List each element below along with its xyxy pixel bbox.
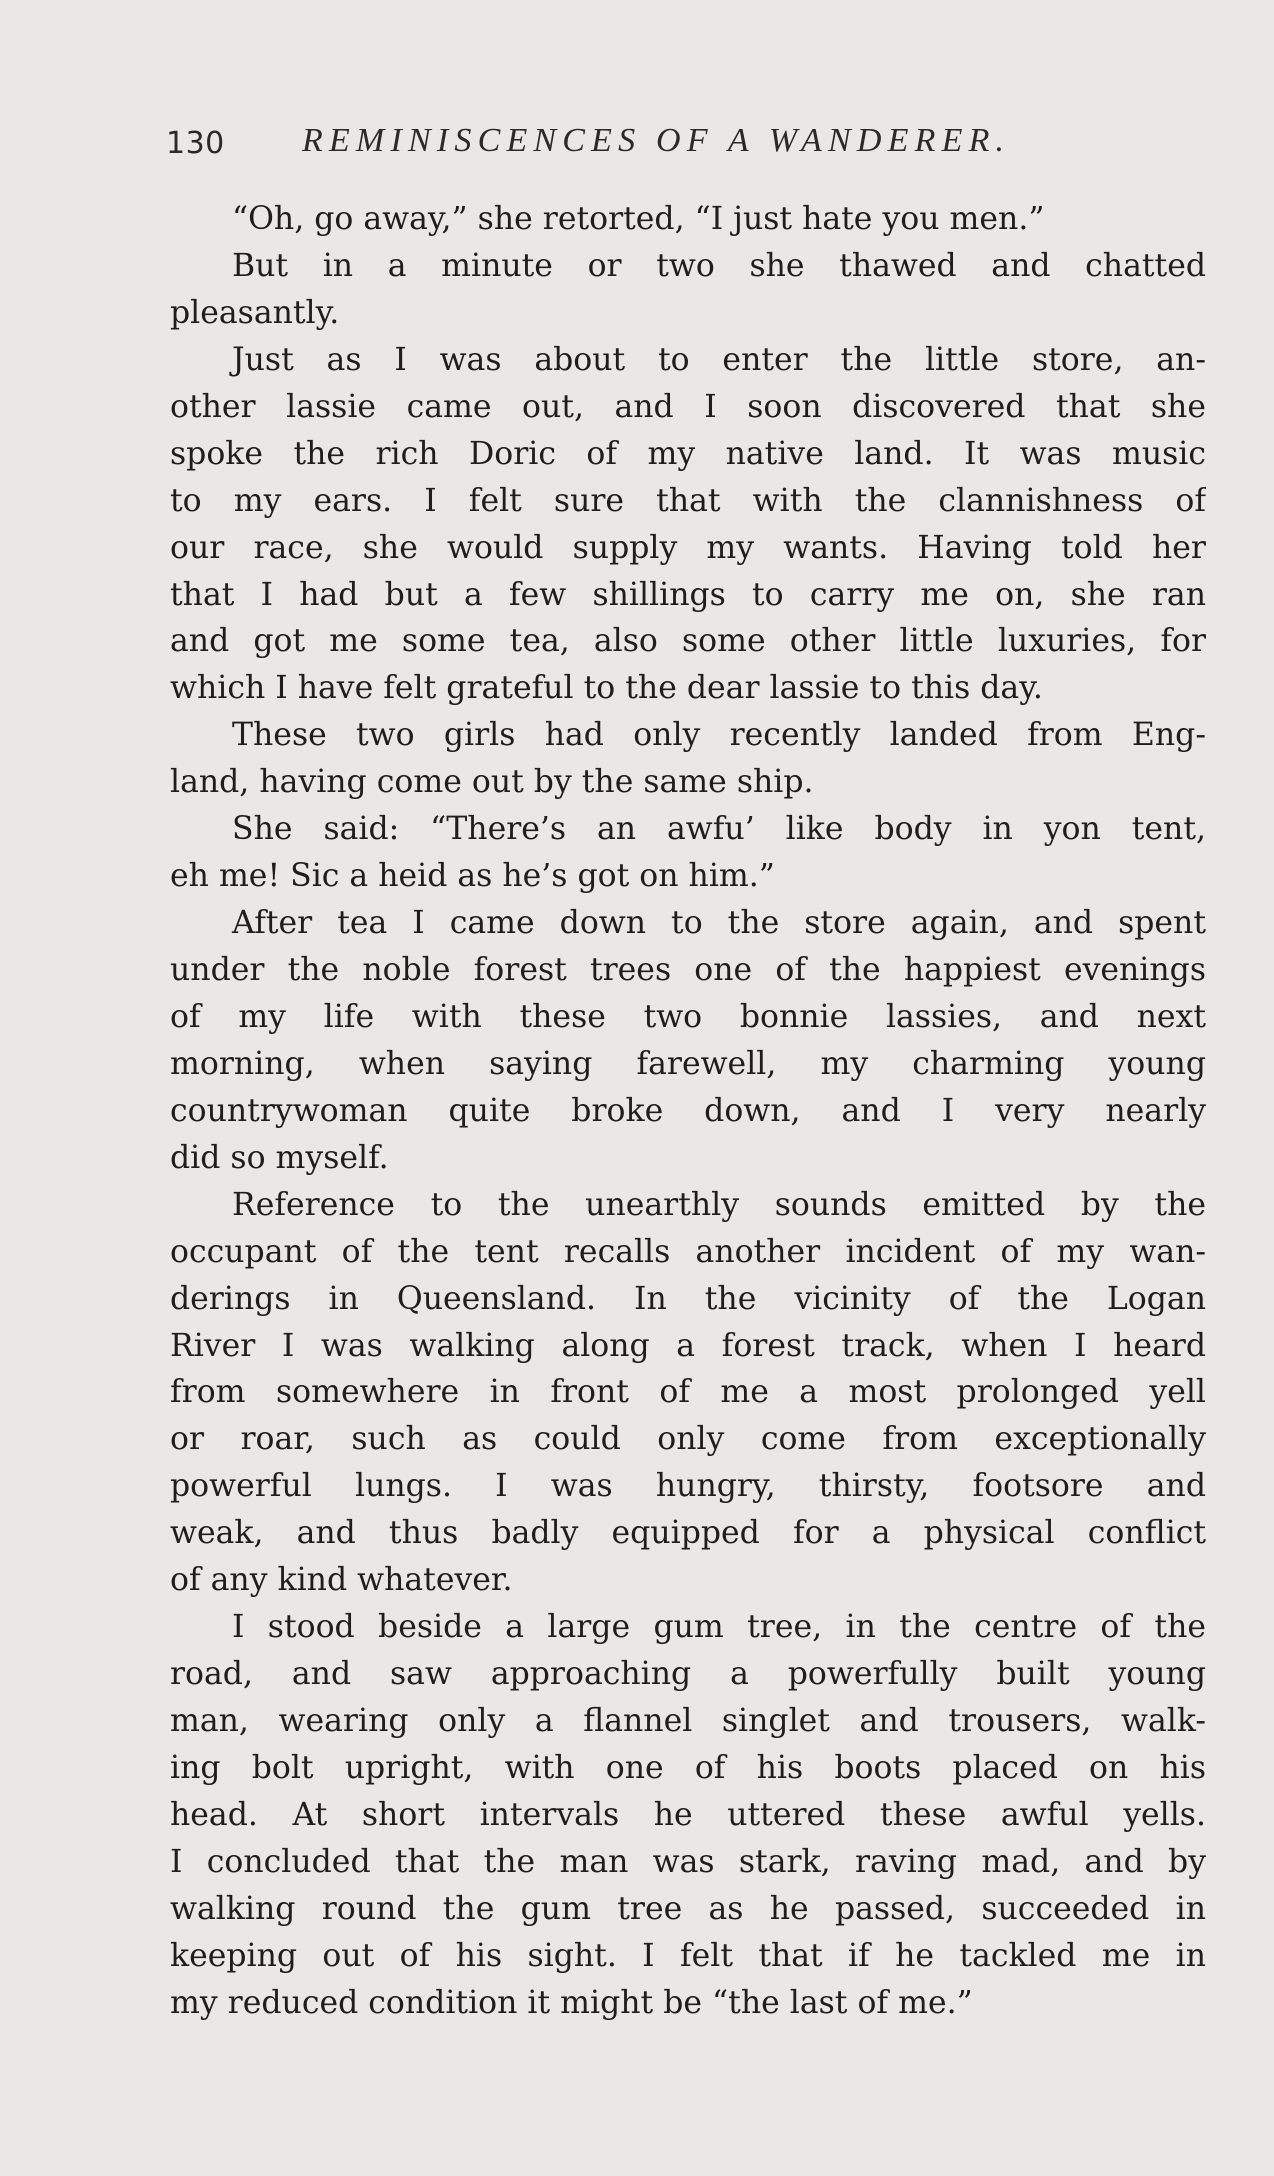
text-line: After tea I came down to the store again, and spent (232, 905, 1206, 942)
body-text (170, 196, 1206, 2027)
text-line: from somewhere in front of me a most prolonged yell (170, 1374, 1206, 1411)
text-line: Reference to the unearthly sounds emitted by the (232, 1186, 1206, 1223)
text-line: ing bolt upright, with one of his boots placed on his (170, 1749, 1206, 1786)
text-line: “Oh, go away,” she retorted, “I just hate you men.” (232, 201, 1045, 237)
text-line: which I have felt grateful to the dear lassie to this day. (170, 670, 1043, 707)
text-line: head. At short intervals he uttered these awful yells. (170, 1796, 1206, 1833)
text-line: our race, she would supply my wants. Having told her (170, 529, 1206, 566)
text-line: walking round the gum tree as he passed, succeeded in (170, 1890, 1206, 1927)
text-line: under the noble forest trees one of the happiest evenings (170, 952, 1206, 988)
text-line: countrywoman quite broke down, and I very nearly (170, 1092, 1206, 1129)
text-line: road, and saw approaching a powerfully built young (170, 1656, 1206, 1693)
text-line: eh me! Sic a heid as he’s got on him.” (170, 858, 775, 895)
running-title: REMINISCENCES OF A WANDERER. (302, 122, 1011, 159)
text-line: I stood beside a large gum tree, in the centre of the (232, 1609, 1206, 1646)
text-line: land, having come out by the same ship. (170, 764, 814, 801)
text-line: of any kind whatever. (170, 1562, 513, 1599)
text-line: spoke the rich Doric of my native land. It was music (170, 435, 1206, 472)
text-line: did so myself. (170, 1139, 389, 1176)
text-line: to my ears. I felt sure that with the clannishness of (170, 482, 1206, 519)
text-line: of my life with these two bonnie lassies, and next (170, 998, 1206, 1035)
text-line: powerful lungs. I was hungry, thirsty, footsore and (170, 1468, 1206, 1505)
text-line: I concluded that the man was stark, raving mad, and by (170, 1843, 1206, 1880)
text-line: derings in Queensland. In the vicinity of the Logan (170, 1280, 1206, 1317)
text-line: She said: “There’s an awfu’ like body in yon tent, (232, 811, 1206, 848)
text-line: pleasantly. (170, 294, 340, 331)
page-number: 130 (166, 126, 225, 161)
text-line: But in a minute or two she thawed and chatted (232, 247, 1206, 284)
text-line: River I was walking along a forest track, when I heard (170, 1327, 1206, 1364)
text-line: that I had but a few shillings to carry me on, she ran (170, 576, 1206, 613)
text-line: and got me some tea, also some other little luxuries, for (170, 623, 1206, 660)
text-line: keeping out of his sight. I felt that if he tackled me in (170, 1937, 1206, 1974)
text-line: or roar, such as could only come from exceptionally (170, 1421, 1206, 1458)
text-line: occupant of the tent recalls another incident of my wan- (170, 1233, 1206, 1270)
text-line: Just as I was about to enter the little store, an- (232, 341, 1206, 378)
text-line: morning, when saying farewell, my charming young (170, 1045, 1206, 1082)
text-line: weak, and thus badly equipped for a physical conflict (170, 1515, 1206, 1552)
text-line: man, wearing only a flannel singlet and trousers, walk- (170, 1703, 1206, 1739)
text-line: my reduced condition it might be “the last of me.” (170, 1984, 973, 2021)
text-line: other lassie came out, and I soon discovered that she (170, 388, 1206, 425)
page-header (166, 122, 1096, 172)
text-line: These two girls had only recently landed from Eng- (232, 717, 1206, 754)
